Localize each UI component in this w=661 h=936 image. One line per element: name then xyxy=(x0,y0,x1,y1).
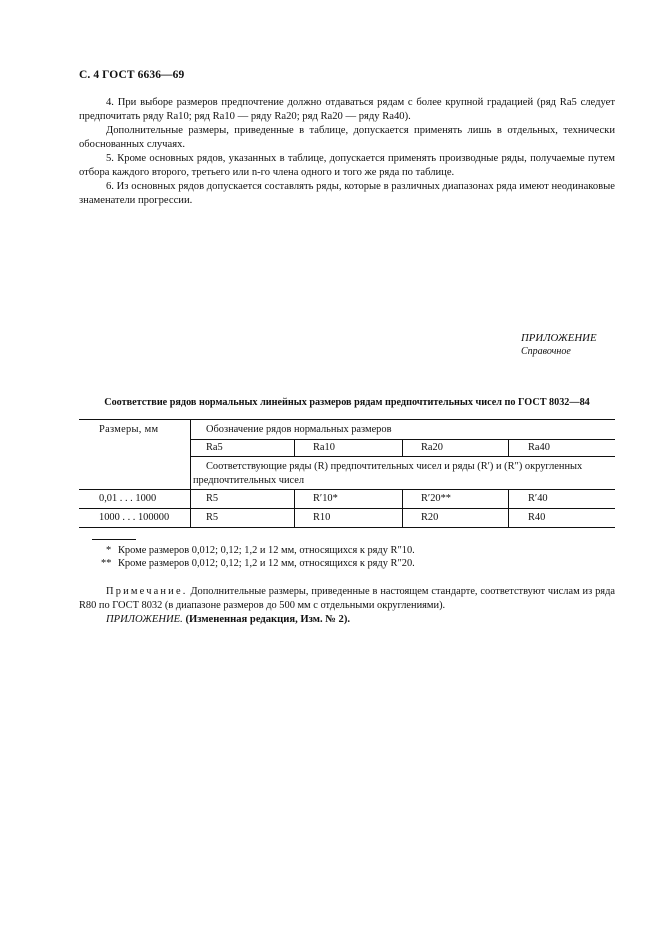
note-text: Дополнительные размеры, приведенные в настоящем стандарте, соответствуют числам из ряда R80 по ГОСТ 8032 (в диапазоне размеров до 500 мм с отдельными округлениями). xyxy=(79,586,615,611)
footnote-2-mark: ** xyxy=(101,558,112,569)
footnote-1-text: Кроме размеров 0,012; 0,12; 1,2 и 12 мм, относящихся к ряду R″10. xyxy=(118,545,415,556)
paragraph-6: 6. Из основных рядов допускается составлять ряды, которые в различных диапазонах ряда имеют неодинаковые знаменатели прогрессии. xyxy=(79,181,615,206)
series-divider-header-2 xyxy=(402,439,403,456)
note xyxy=(79,585,615,613)
size-column-header: Размеры, мм xyxy=(99,424,159,435)
page-header: С. 4 ГОСТ 6636—69 xyxy=(79,69,185,81)
series-header-ra40: Ra40 xyxy=(528,442,550,453)
row-1-ra20: R′20** xyxy=(421,493,451,504)
paragraph-4: 4. При выборе размеров предпочтение должно отдаваться рядам с более крупной градацией (ряд Ra5 следует предпочитать ряду Ra10; ряд Ra10 — ряду Ra20; ряд Ra20 — ряду Ra40). xyxy=(79,97,615,122)
amendment xyxy=(106,613,350,627)
table-caption: Соответствие рядов нормальных линейных размеров рядам предпочтительных чисел по ГОСТ 8032—84 xyxy=(104,397,590,408)
series-divider-body-1 xyxy=(294,489,295,527)
series-divider-body-2 xyxy=(402,489,403,527)
series-header-rule xyxy=(190,456,615,457)
correspondence-header: Соответствующие ряды (R) предпочтительных чисел и ряды (R′) и (R″) округленных предпочтительных чисел xyxy=(193,461,583,486)
row-1-ra10: R′10* xyxy=(313,493,338,504)
footnote-2-text: Кроме размеров 0,012; 0,12; 1,2 и 12 мм, относящихся к ряду R″20. xyxy=(118,558,415,569)
body-text xyxy=(79,96,615,208)
size-column-divider xyxy=(190,419,191,527)
series-header-ra20: Ra20 xyxy=(421,442,443,453)
footnote-rule xyxy=(92,539,136,540)
row-2-ra5: R5 xyxy=(206,512,219,523)
series-divider-header-1 xyxy=(294,439,295,456)
table-bottom-rule xyxy=(79,527,615,528)
row-1-size: 0,01 . . . 1000 xyxy=(99,493,157,504)
series-group-header: Обозначение рядов нормальных размеров xyxy=(206,424,392,435)
footnote-1-mark: * xyxy=(106,545,112,556)
series-header-ra10: Ra10 xyxy=(313,442,335,453)
series-header-ra5: Ra5 xyxy=(206,442,223,453)
amendment-prefix: ПРИЛОЖЕНИЕ. xyxy=(106,614,183,625)
series-divider-header-3 xyxy=(508,439,509,456)
row-1-ra40: R′40 xyxy=(528,493,548,504)
table-header-bottom-rule xyxy=(79,489,615,490)
paragraph-5: 5. Кроме основных рядов, указанных в таблице, допускается применять производные ряды, получаемые путем отбора каждого второго, третьего или n-го члена одного и того же ряда по таблице. xyxy=(79,153,615,178)
series-divider-body-3 xyxy=(508,489,509,527)
row-2-size: 1000 . . . 100000 xyxy=(99,512,170,523)
row-1-ra5: R5 xyxy=(206,493,219,504)
paragraph-additional-sizes: Дополнительные размеры, приведенные в таблице, допускается применять лишь в отдельных, технически обоснованных случаях. xyxy=(79,125,615,150)
row-2-ra10: R10 xyxy=(313,512,331,523)
note-label: Примечание. xyxy=(106,586,188,597)
table-row-rule xyxy=(79,508,615,509)
row-2-ra20: R20 xyxy=(421,512,439,523)
appendix-label: ПРИЛОЖЕНИЕ xyxy=(521,332,597,344)
amendment-text: (Измененная редакция, Изм. № 2). xyxy=(185,614,351,625)
appendix-subtitle: Справочное xyxy=(521,346,571,357)
table-top-rule xyxy=(79,419,615,420)
row-2-ra40: R40 xyxy=(528,512,546,523)
